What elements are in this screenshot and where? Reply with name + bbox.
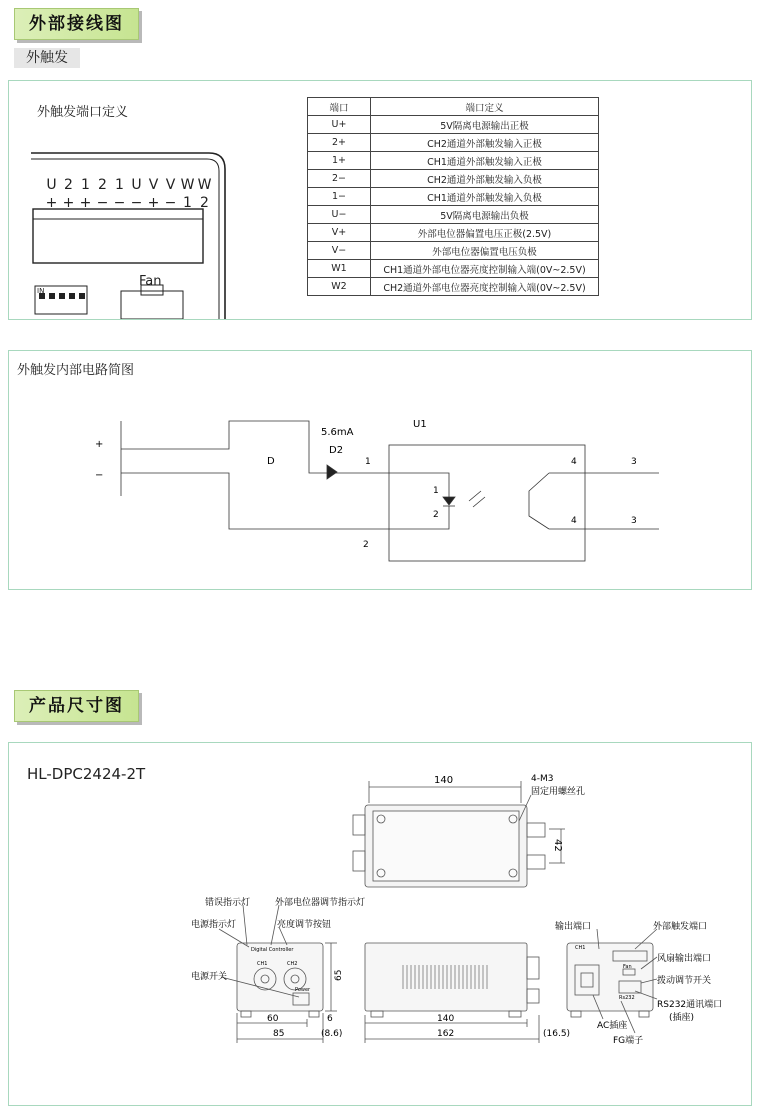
table-header-def: 端口定义 (371, 98, 599, 116)
label-rs232-1: RS232通讯端口 (657, 1000, 723, 1010)
terminal-top-labels (43, 177, 213, 193)
table-row (308, 134, 599, 152)
dimension-panel (8, 742, 752, 1106)
current-label: 5.6mA (321, 427, 354, 438)
terminal-top-char: U (131, 177, 142, 193)
top-depth-dim: 42 (552, 839, 563, 852)
side-dim-162: 162 (437, 1029, 455, 1039)
top-width-dim: 140 (434, 775, 454, 786)
terminal-bottom-char: − (96, 195, 109, 211)
port-cell: U+ (308, 116, 371, 134)
port-cell: 2+ (308, 134, 371, 152)
section-title-dimensions: 产品尺寸图 (14, 690, 139, 722)
circuit-panel (8, 350, 752, 590)
circuit-diagram (9, 351, 751, 589)
terminal-bottom-char: − (164, 195, 177, 211)
terminal-bottom-char: + (147, 195, 160, 211)
label-ext-trigger: 外部触发端口 (653, 922, 708, 932)
rear-ch-mark: CH1 (575, 945, 586, 951)
pin4-top: 4 (571, 457, 577, 467)
definition-cell: CH2通道外部触发输入负极 (371, 170, 599, 188)
table-row (308, 260, 599, 278)
terminal-bottom-char: 1 (183, 195, 192, 211)
port-cell: V− (308, 242, 371, 260)
label-bright-knob: 亮度调节按钮 (277, 920, 332, 930)
dim-85: 85 (273, 1029, 285, 1039)
d-label: D (267, 456, 275, 467)
dim-65: 65 (334, 969, 344, 981)
port-cell: V+ (308, 224, 371, 242)
table-header-row (308, 98, 599, 116)
front-ch2: CH2 (287, 961, 298, 967)
definition-cell: CH1通道外部触发输入负极 (371, 188, 599, 206)
pin2-bottom: 2 (363, 540, 369, 550)
label-power-switch: 电源开关 (191, 972, 228, 982)
section-title-wiring: 外部接线图 (14, 8, 139, 40)
port-cell: W2 (308, 278, 371, 296)
connector-label: IN (37, 287, 45, 295)
fan-label: Fan (139, 274, 162, 289)
terminal-top-char: U (46, 177, 57, 193)
table-row (308, 224, 599, 242)
table-row (308, 116, 599, 134)
table-row (308, 170, 599, 188)
screw-note-1: 4-M3 (531, 774, 554, 784)
port-cell: 1− (308, 188, 371, 206)
definition-cell: CH2通道外部触发输入正极 (371, 134, 599, 152)
port-cell: U− (308, 206, 371, 224)
definition-cell: CH1通道外部电位器亮度控制输入端(0V~2.5V) (371, 260, 599, 278)
dim-60: 60 (267, 1014, 279, 1024)
terminal-top-char: V (165, 177, 176, 193)
table-row (308, 206, 599, 224)
terminal-bottom-char: − (113, 195, 126, 211)
terminal-bottom-char: 2 (200, 195, 209, 211)
label-fan-output: 风扇输出端口 (657, 954, 712, 964)
port-cell: W1 (308, 260, 371, 278)
tab-external-trigger[interactable]: 外触发 (14, 48, 80, 68)
dim-8-6: (8.6) (321, 1029, 343, 1039)
model-label: HL-DPC2424-2T (27, 765, 146, 783)
definition-cell: 5V隔离电源输出负极 (371, 206, 599, 224)
table-row (308, 242, 599, 260)
label-dial-switch: 拨动调节开关 (657, 976, 712, 986)
pin3-bottom: 3 (631, 516, 637, 526)
rear-fan-mark: Fan (623, 964, 632, 970)
port-definition-panel (8, 80, 752, 320)
panel-heading: 外触发端口定义 (37, 105, 129, 120)
rear-rs-mark: Rs232 (619, 995, 635, 1001)
terminal-bottom-char: + (79, 195, 92, 211)
terminal-bottom-char: + (45, 195, 58, 211)
table-row (308, 278, 599, 296)
pin4-bottom: 4 (571, 516, 577, 526)
plus-label: + (95, 439, 104, 450)
minus-label: − (95, 470, 104, 481)
terminal-block-drawing (9, 141, 249, 320)
label-rs232-2: (插座) (669, 1013, 695, 1023)
terminal-top-char: W (197, 177, 212, 193)
table-header-port: 端口 (308, 98, 371, 116)
front-ch1: CH1 (257, 961, 268, 967)
terminal-top-char: W (180, 177, 195, 193)
definition-cell: CH1通道外部触发输入正极 (371, 152, 599, 170)
led-pin1: 1 (433, 486, 439, 496)
side-dim-16-5: (16.5) (543, 1029, 571, 1039)
screw-note-2: 固定用螺丝孔 (531, 787, 586, 797)
label-fg-terminal: FG端子 (613, 1036, 644, 1046)
front-panel-title: Digital Controller (251, 947, 294, 953)
label-output-port: 输出端口 (555, 922, 592, 932)
table-row (308, 152, 599, 170)
front-power-text: Power (295, 987, 311, 993)
pin3-top: 3 (631, 457, 637, 467)
definition-cell: CH2通道外部电位器亮度控制输入端(0V~2.5V) (371, 278, 599, 296)
terminal-top-char: 1 (115, 177, 124, 193)
terminal-top-char: 1 (81, 177, 90, 193)
dimension-drawing (9, 743, 751, 1105)
terminal-top-char: 2 (64, 177, 73, 193)
terminal-bottom-char: + (62, 195, 75, 211)
label-power-led: 电源指示灯 (191, 920, 237, 930)
terminal-bottom-char: − (130, 195, 143, 211)
side-dim-140: 140 (437, 1014, 455, 1024)
port-definition-table (307, 97, 599, 296)
dim-6: 6 (327, 1014, 333, 1024)
table-row (308, 188, 599, 206)
pin1-top: 1 (365, 457, 371, 467)
definition-cell: 外部电位器偏置电压正极(2.5V) (371, 224, 599, 242)
label-pot-led: 外部电位器调节指示灯 (275, 898, 366, 908)
terminal-top-char: V (148, 177, 159, 193)
port-cell: 2− (308, 170, 371, 188)
definition-cell: 5V隔离电源输出正极 (371, 116, 599, 134)
port-cell: 1+ (308, 152, 371, 170)
label-error-led: 错误指示灯 (205, 898, 251, 908)
circuit-heading: 外触发内部电路简图 (17, 363, 135, 378)
definition-cell: 外部电位器偏置电压负极 (371, 242, 599, 260)
label-ac-socket: AC插座 (597, 1021, 628, 1031)
d2-label: D2 (329, 445, 344, 456)
terminal-bottom-labels (43, 195, 213, 211)
u1-label: U1 (413, 419, 427, 430)
terminal-top-char: 2 (98, 177, 107, 193)
led-pin2: 2 (433, 510, 439, 520)
